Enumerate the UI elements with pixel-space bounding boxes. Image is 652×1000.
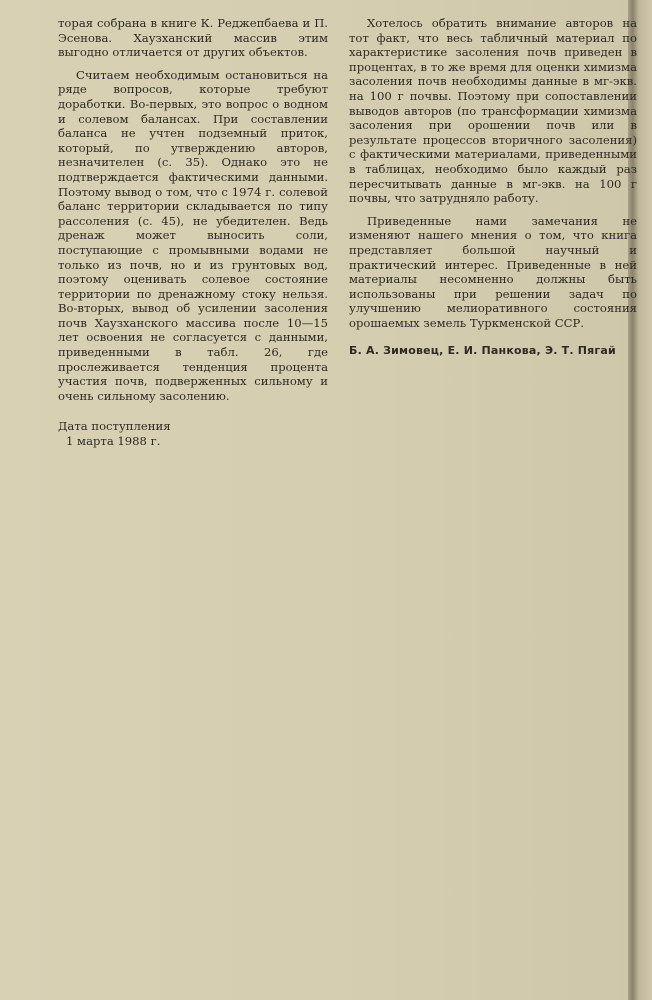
right-paragraph-1: Хотелось обратить внимание авторов на тот факт, что весь табличный материал по характеристике засоления почв приведен в процентах, в то же время для оценки химизма засоления почв необходимы данные в мг-экв. на 100 г почвы. Поэтому при сопоставлении выводов авторов (по трансформации химизма засоления при орошении почв или в результате процессов вторичного засоления) с фактическими материалами, приведенными в таблицах, необходимо было каждый раз пересчитывать данные в мг-экв. на 100 г почвы, что затрудняло работу.	[349, 16, 637, 206]
right-paragraph-2: Приведенные нами замечания не изменяют нашего мнения о том, что книга представляет большой научный и практический интерес. Приведенные в ней материалы несомненно должны быть использованы при решении задач по улучшению мелиоративного состояния орошаемых земель Туркменской ССР.	[349, 213, 637, 330]
receipt-date-label: Дата поступления	[58, 419, 171, 434]
left-paragraph-1: торая собрана в книге К. Реджепбаева и П. Эсенова. Хаузханский массив этим выгодно отличается от других объектов.	[58, 16, 328, 60]
left-paragraph-2: Считаем необходимым остановиться на ряде вопросов, которые требуют доработки. Во-первых, это вопрос о водном и солевом балансах. При составлении баланса не учтен подземный приток, который, по утверждению авторов, незначителен (с. 35). Однако это не подтверждается фактическими данными. Поэтому вывод о том, что с 1974 г. солевой баланс территории складывается по типу рассоления (с. 45), не убедителен. Ведь дренаж может выносить соли, поступающие с промывными водами не только из почв, но и из грунтовых вод, поэтому оценивать солевое состояние территории по дренажному стоку нельзя. Во-вторых, вывод об усилении засоления почв Хаузханского массива после 10—15 лет освоения не согласуется с данными, приведенными в табл. 26, где прослеживается тенденция процента участия почв, подверженных сильному и очень сильному засолению.	[58, 67, 328, 403]
right-column	[349, 16, 637, 359]
receipt-date-value: 1 марта 1988 г.	[66, 434, 161, 449]
receipt-date	[58, 419, 328, 448]
left-column	[58, 16, 328, 449]
authors-signature: Б. А. Зимовец, Е. И. Панкова, Э. Т. Пягай	[349, 344, 616, 358]
